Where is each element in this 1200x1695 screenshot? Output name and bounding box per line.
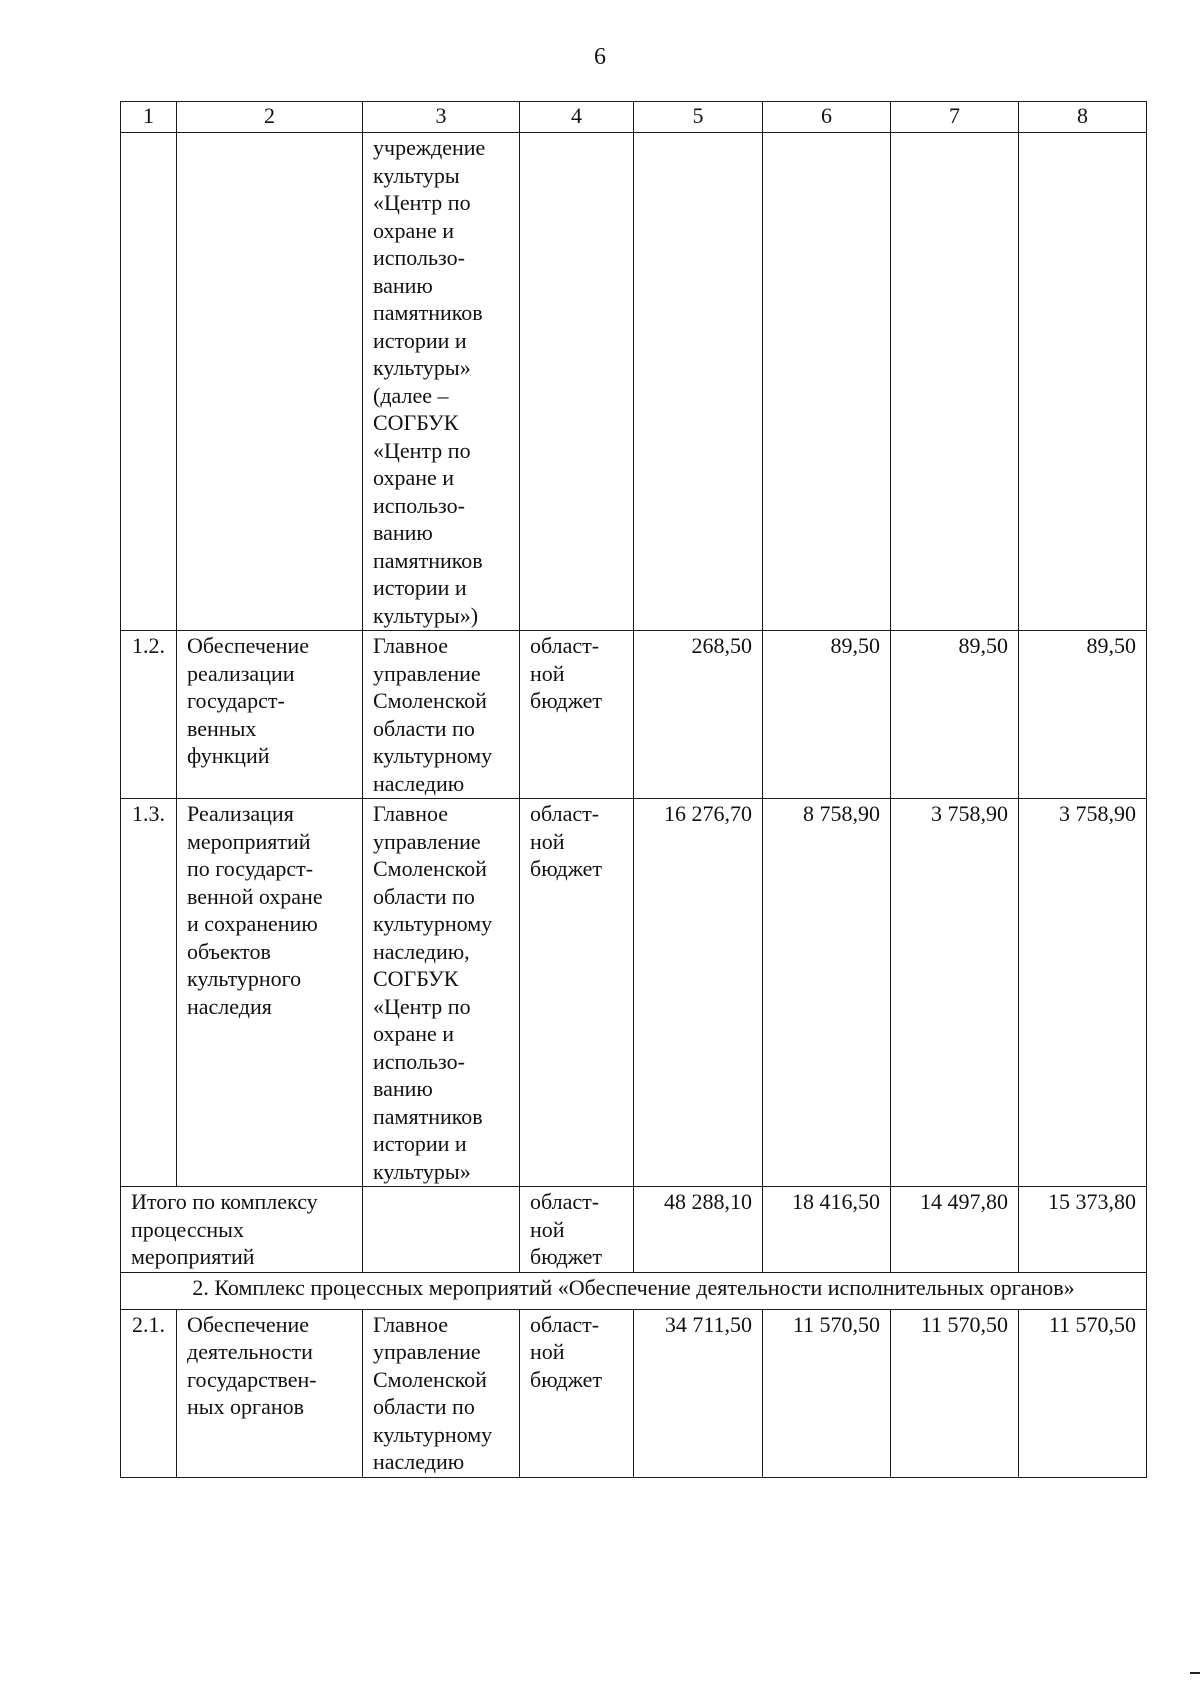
funding-source-cell [520,133,634,631]
cell-text-line: памятников [373,1103,483,1129]
funding-source-cell [520,799,634,1187]
amount-year2-cell: 3 758,90 [891,799,1019,1187]
cell-text-line: бюджет [530,1244,602,1269]
cell-text-line: «Центр по [373,190,471,215]
cell-text-line: Главное [373,1311,449,1337]
cell-text-line: Главное [373,633,449,658]
cell-text-line: ванию [373,1076,433,1101]
measure-name-cell [177,133,363,631]
cell-text-line: культуры» [373,355,471,380]
amount-year1-cell: 18 416,50 [763,1187,891,1273]
cell-text-line: бюджет [530,856,602,881]
cell-text-line: управление [373,828,481,854]
cell-text-line: ной [530,1216,565,1242]
cell-text-line: процессных [131,1216,244,1242]
cell-text-line: использо- [373,492,465,518]
funding-source-cell [520,631,634,799]
column-header: 6 [763,102,891,133]
row-number-cell: 1.2. [121,631,177,799]
amount-total-cell: 48 288,10 [634,1187,763,1273]
cell-text-line: области по [373,715,475,741]
scan-edge-mark [1190,1672,1200,1674]
cell-text-line: наследию [373,770,465,796]
funding-source-cell [520,1309,634,1477]
amount-year3-cell [1019,133,1147,631]
executor-cell [363,133,520,631]
cell-text-line: област- [530,1311,600,1337]
executor-cell [363,799,520,1187]
cell-text-line: культурному [373,911,493,936]
cell-text-line: ной [530,828,565,854]
cell-text-line: област- [530,801,600,826]
cell-text-line: венных [187,715,257,741]
cell-text-line: «Центр по [373,993,471,1019]
cell-text-line: функций [187,743,270,768]
funding-source-cell [520,1187,634,1273]
amount-year1-cell [763,133,891,631]
cell-text-line: Главное [373,801,449,826]
cell-text-line: культурного [187,966,302,991]
table-row [121,1309,1147,1477]
budget-table [120,101,1147,1478]
cell-text-line: управление [373,1339,481,1364]
cell-text-line: област- [530,633,600,658]
cell-text-line: област- [530,1189,600,1214]
cell-text-line: и сохранению [187,911,318,936]
amount-year1-cell: 89,50 [763,631,891,799]
cell-text-line: управление [373,660,481,686]
cell-text-line: Обеспечение [187,1311,309,1337]
amount-total-cell [634,133,763,631]
cell-text-line: наследия [187,993,272,1019]
cell-text-line: Смоленской [373,1366,487,1392]
column-header: 5 [634,102,763,133]
cell-text-line: истории и [373,575,467,600]
cell-text-line: (далее – [373,382,449,408]
cell-text-line: ной [530,660,565,686]
cell-text-line: культурному [373,743,493,768]
column-header: 3 [363,102,520,133]
table-row [121,799,1147,1187]
cell-text-line: культуры») [373,602,479,628]
section-row [121,1272,1147,1309]
section-title: 2. Комплекс процессных мероприятий «Обеспечение деятельности исполнительных органов» [121,1272,1147,1309]
amount-year3-cell: 89,50 [1019,631,1147,799]
total-label-cell [121,1187,363,1273]
row-number-cell: 2.1. [121,1309,177,1477]
cell-text-line: охране и [373,1021,455,1046]
column-header: 2 [177,102,363,133]
row-number-cell [121,133,177,631]
cell-text-line: объектов [187,938,271,964]
measure-name-cell [177,1309,363,1477]
executor-cell [363,1187,520,1273]
cell-text-line: культурному [373,1421,493,1447]
cell-text-line: использо- [373,1048,465,1074]
measure-name-cell [177,631,363,799]
cell-text-line: деятельности [187,1339,313,1364]
total-row [121,1187,1147,1273]
cell-text-line: бюджет [530,1366,602,1392]
cell-text-line: СОГБУК [373,966,459,991]
cell-text-line: учреждение [373,135,486,160]
column-header: 8 [1019,102,1147,133]
amount-year2-cell [891,133,1019,631]
cell-text-line: истории и [373,1131,467,1156]
cell-text-line: наследию, [373,938,470,964]
executor-cell [363,631,520,799]
table-header-row [121,102,1147,133]
amount-year2-cell: 14 497,80 [891,1187,1019,1273]
cell-text-line: реализации [187,660,295,686]
cell-text-line: венной охране [187,883,323,909]
cell-text-line: ных органов [187,1394,305,1419]
amount-year2-cell: 11 570,50 [891,1309,1019,1477]
amount-year2-cell: 89,50 [891,631,1019,799]
amount-year3-cell: 15 373,80 [1019,1187,1147,1273]
cell-text-line: памятников [373,300,483,325]
cell-text-line: культуры [373,162,460,188]
cell-text-line: области по [373,1394,475,1419]
cell-text-line: мероприятий [131,1244,255,1269]
cell-text-line: «Центр по [373,437,471,463]
cell-text-line: использо- [373,245,465,270]
page-number: 6 [594,44,606,70]
column-header: 4 [520,102,634,133]
cell-text-line: охране и [373,217,455,243]
amount-year1-cell: 11 570,50 [763,1309,891,1477]
cell-text-line: охране и [373,465,455,490]
cell-text-line: по государст- [187,856,314,881]
amount-total-cell: 34 711,50 [634,1309,763,1477]
amount-year3-cell: 11 570,50 [1019,1309,1147,1477]
cell-text-line: СОГБУК [373,410,459,435]
amount-year3-cell: 3 758,90 [1019,799,1147,1187]
cell-text-line: ванию [373,272,433,298]
amount-total-cell: 268,50 [634,631,763,799]
column-header: 7 [891,102,1019,133]
row-number-cell: 1.3. [121,799,177,1187]
cell-text-line: Реализация [187,801,294,826]
executor-cell [363,1309,520,1477]
cell-text-line: памятников [373,547,483,573]
cell-text-line: государствен- [187,1366,317,1392]
cell-text-line: ванию [373,520,433,545]
amount-total-cell: 16 276,70 [634,799,763,1187]
cell-text-line: государст- [187,688,285,713]
cell-text-line: Смоленской [373,688,487,713]
cell-text-line: области по [373,883,475,909]
table-row [121,133,1147,631]
cell-text-line: культуры» [373,1158,471,1184]
cell-text-line: истории и [373,327,467,353]
cell-text-line: Смоленской [373,856,487,881]
column-header: 1 [121,102,177,133]
cell-text-line: бюджет [530,688,602,713]
cell-text-line: Итого по комплексу [131,1189,318,1214]
amount-year1-cell: 8 758,90 [763,799,891,1187]
cell-text-line: ной [530,1339,565,1364]
cell-text-line: мероприятий [187,828,311,854]
table-row [121,631,1147,799]
cell-text-line: наследию [373,1449,465,1474]
cell-text-line: Обеспечение [187,633,309,658]
measure-name-cell [177,799,363,1187]
